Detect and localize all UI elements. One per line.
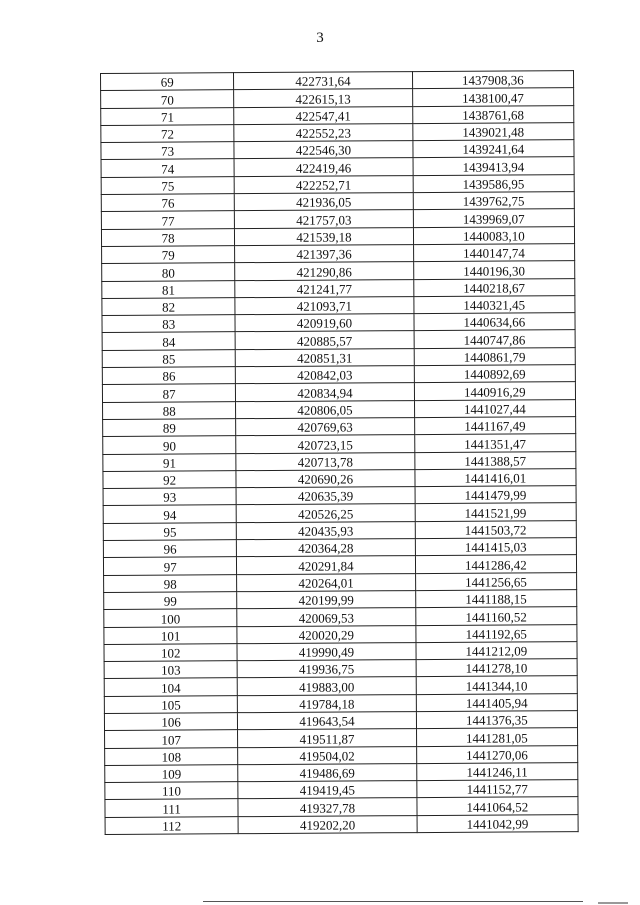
x-coordinate-cell: 420885,57	[235, 331, 413, 349]
point-number-cell: 73	[101, 142, 234, 160]
point-number-cell: 97	[103, 557, 236, 575]
table-row	[104, 590, 577, 610]
table-row	[103, 434, 576, 454]
y-coordinate-cell: 1441192,65	[416, 624, 577, 642]
table-row	[104, 572, 577, 592]
table-row	[101, 174, 574, 194]
point-number-cell: 104	[104, 678, 237, 696]
y-coordinate-cell: 1441212,09	[416, 641, 577, 659]
table-row	[104, 659, 577, 679]
y-coordinate-cell: 1441246,11	[416, 762, 577, 780]
y-coordinate-cell: 1441188,15	[415, 590, 576, 608]
y-coordinate-cell: 1440083,10	[413, 226, 574, 244]
bottom-rule	[203, 901, 583, 902]
point-number-cell: 106	[104, 713, 237, 731]
y-coordinate-cell: 1441416,01	[415, 468, 576, 486]
point-number-cell: 92	[103, 471, 236, 489]
coordinates-table	[100, 70, 579, 835]
y-coordinate-cell: 1440218,67	[413, 278, 574, 296]
table-row	[105, 762, 578, 782]
table-row	[102, 365, 575, 385]
table-row	[105, 814, 578, 834]
x-coordinate-cell: 420851,31	[235, 348, 413, 366]
table-row	[101, 105, 574, 125]
point-number-cell: 78	[101, 228, 234, 246]
x-coordinate-cell: 421397,36	[235, 245, 413, 263]
y-coordinate-cell: 1441479,99	[415, 486, 576, 504]
y-coordinate-cell: 1441415,03	[415, 538, 576, 556]
point-number-cell: 85	[102, 349, 235, 367]
table-row	[102, 330, 575, 350]
point-number-cell: 82	[102, 298, 235, 316]
table-row	[103, 486, 576, 506]
point-number-cell: 87	[102, 384, 235, 402]
table-row	[102, 313, 575, 333]
table-row	[101, 226, 574, 246]
point-number-cell: 77	[101, 211, 234, 229]
table-row	[102, 382, 575, 402]
y-coordinate-cell: 1441278,10	[416, 659, 577, 677]
point-number-cell: 88	[103, 401, 236, 419]
y-coordinate-cell: 1439241,64	[413, 140, 574, 158]
y-coordinate-cell: 1441281,05	[416, 728, 577, 746]
x-coordinate-cell: 420526,25	[236, 504, 414, 522]
point-number-cell: 89	[103, 419, 236, 437]
table-row	[102, 244, 575, 264]
table-row	[103, 503, 576, 523]
x-coordinate-cell: 422731,64	[234, 72, 412, 90]
page-number: 3	[316, 30, 324, 46]
x-coordinate-cell: 421290,86	[235, 262, 413, 280]
x-coordinate-cell: 422419,46	[234, 158, 412, 176]
point-number-cell: 99	[104, 592, 237, 610]
table-row	[101, 192, 574, 212]
x-coordinate-cell: 422252,71	[234, 175, 412, 193]
y-coordinate-cell: 1440747,86	[414, 330, 575, 348]
y-coordinate-cell: 1441152,77	[416, 780, 577, 798]
x-coordinate-cell: 419504,02	[238, 746, 416, 764]
point-number-cell: 110	[105, 782, 238, 800]
point-number-cell: 69	[101, 73, 234, 91]
table-row	[104, 624, 577, 644]
y-coordinate-cell: 1441042,99	[417, 814, 578, 832]
point-number-cell: 101	[104, 626, 237, 644]
point-number-cell: 107	[105, 730, 238, 748]
y-coordinate-cell: 1441521,99	[415, 503, 576, 521]
point-number-cell: 71	[101, 107, 234, 125]
y-coordinate-cell: 1441344,10	[416, 676, 577, 694]
table-row	[103, 538, 576, 558]
x-coordinate-cell: 420806,05	[236, 400, 414, 418]
point-number-cell: 80	[102, 263, 235, 281]
table-row	[103, 399, 576, 419]
x-coordinate-cell: 419784,18	[238, 694, 416, 712]
point-number-cell: 98	[104, 574, 237, 592]
y-coordinate-cell: 1441388,57	[414, 451, 575, 469]
point-number-cell: 103	[104, 661, 237, 679]
table-row	[103, 451, 576, 471]
x-coordinate-cell: 420713,78	[236, 452, 414, 470]
x-coordinate-cell: 421936,05	[235, 193, 413, 211]
table-row	[104, 693, 577, 713]
x-coordinate-cell: 420690,26	[236, 469, 414, 487]
table-row	[104, 711, 577, 731]
table-row	[105, 780, 578, 800]
table-row	[104, 641, 577, 661]
y-coordinate-cell: 1437908,36	[412, 71, 573, 89]
x-coordinate-cell: 420264,01	[237, 573, 415, 591]
table-row	[105, 797, 578, 817]
x-coordinate-cell: 419327,78	[238, 798, 416, 816]
x-coordinate-cell: 421093,71	[235, 296, 413, 314]
table-row	[102, 295, 575, 315]
y-coordinate-cell: 1441351,47	[414, 434, 575, 452]
table-row	[103, 520, 576, 540]
point-number-cell: 96	[103, 540, 236, 558]
y-coordinate-cell: 1441286,42	[415, 555, 576, 573]
point-number-cell: 72	[101, 125, 234, 143]
y-coordinate-cell: 1438761,68	[412, 105, 573, 123]
y-coordinate-cell: 1439969,07	[413, 209, 574, 227]
point-number-cell: 91	[103, 453, 236, 471]
point-number-cell: 111	[105, 799, 238, 817]
table-row	[101, 140, 574, 160]
point-number-cell: 100	[104, 609, 237, 627]
y-coordinate-cell: 1440634,66	[414, 313, 575, 331]
table-row	[102, 347, 575, 367]
x-coordinate-cell: 420723,15	[236, 435, 414, 453]
point-number-cell: 93	[103, 488, 236, 506]
x-coordinate-cell: 420291,84	[237, 556, 415, 574]
point-number-cell: 70	[101, 90, 234, 108]
point-number-cell: 86	[102, 367, 235, 385]
y-coordinate-cell: 1441167,49	[414, 417, 575, 435]
table-row	[101, 209, 574, 229]
point-number-cell: 79	[102, 246, 235, 264]
x-coordinate-cell: 420069,53	[237, 608, 415, 626]
y-coordinate-cell: 1441256,65	[415, 572, 576, 590]
y-coordinate-cell: 1438100,47	[412, 88, 573, 106]
y-coordinate-cell: 1441027,44	[414, 399, 575, 417]
point-number-cell: 90	[103, 436, 236, 454]
x-coordinate-cell: 419643,54	[238, 712, 416, 730]
x-coordinate-cell: 419419,45	[238, 781, 416, 799]
y-coordinate-cell: 1439413,94	[413, 157, 574, 175]
point-number-cell: 112	[105, 816, 238, 834]
table-row	[104, 607, 577, 627]
point-number-cell: 84	[102, 332, 235, 350]
point-number-cell: 75	[101, 176, 234, 194]
y-coordinate-cell: 1441270,06	[416, 745, 577, 763]
x-coordinate-cell: 419486,69	[238, 763, 416, 781]
point-number-cell: 94	[103, 505, 236, 523]
x-coordinate-cell: 419511,87	[238, 729, 416, 747]
y-coordinate-cell: 1440196,30	[413, 261, 574, 279]
y-coordinate-cell: 1439762,75	[413, 192, 574, 210]
point-number-cell: 109	[105, 765, 238, 783]
point-number-cell: 83	[102, 315, 235, 333]
table-row	[101, 157, 574, 177]
x-coordinate-cell: 419990,49	[237, 642, 415, 660]
y-coordinate-cell: 1441064,52	[417, 797, 578, 815]
x-coordinate-cell: 420834,94	[236, 383, 414, 401]
table-body	[101, 71, 579, 835]
x-coordinate-cell: 420769,63	[236, 418, 414, 436]
point-number-cell: 105	[104, 695, 237, 713]
x-coordinate-cell: 420020,29	[237, 625, 415, 643]
x-coordinate-cell: 420364,28	[237, 539, 415, 557]
table-row	[101, 71, 574, 91]
x-coordinate-cell: 419202,20	[238, 815, 416, 833]
y-coordinate-cell: 1440861,79	[414, 347, 575, 365]
y-coordinate-cell: 1440147,74	[413, 244, 574, 262]
table-row	[104, 676, 577, 696]
point-number-cell: 95	[103, 522, 236, 540]
table-row	[102, 261, 575, 281]
bottom-mark	[598, 902, 628, 904]
table-row	[103, 417, 576, 437]
x-coordinate-cell: 422547,41	[234, 106, 412, 124]
table-row	[101, 88, 574, 108]
x-coordinate-cell: 421241,77	[235, 279, 413, 297]
point-number-cell: 74	[101, 159, 234, 177]
x-coordinate-cell: 419883,00	[237, 677, 415, 695]
point-number-cell: 108	[105, 747, 238, 765]
x-coordinate-cell: 419936,75	[237, 660, 415, 678]
y-coordinate-cell: 1440892,69	[414, 365, 575, 383]
point-number-cell: 81	[102, 280, 235, 298]
table-row	[103, 468, 576, 488]
y-coordinate-cell: 1439586,95	[413, 174, 574, 192]
x-coordinate-cell: 422546,30	[234, 141, 412, 159]
x-coordinate-cell: 422552,23	[234, 123, 412, 141]
y-coordinate-cell: 1441160,52	[415, 607, 576, 625]
y-coordinate-cell: 1439021,48	[412, 122, 573, 140]
table-row	[105, 745, 578, 765]
x-coordinate-cell: 420435,93	[237, 521, 415, 539]
table-row	[101, 122, 574, 142]
table-row	[103, 555, 576, 575]
x-coordinate-cell: 422615,13	[234, 89, 412, 107]
table-row	[102, 278, 575, 298]
y-coordinate-cell: 1440916,29	[414, 382, 575, 400]
y-coordinate-cell: 1440321,45	[414, 295, 575, 313]
x-coordinate-cell: 421757,03	[235, 210, 413, 228]
point-number-cell: 102	[104, 643, 237, 661]
x-coordinate-cell: 420199,99	[237, 590, 415, 608]
x-coordinate-cell: 420919,60	[235, 314, 413, 332]
x-coordinate-cell: 420635,39	[236, 487, 414, 505]
x-coordinate-cell: 421539,18	[235, 227, 413, 245]
x-coordinate-cell: 420842,03	[236, 366, 414, 384]
y-coordinate-cell: 1441405,94	[416, 693, 577, 711]
y-coordinate-cell: 1441376,35	[416, 711, 577, 729]
point-number-cell: 76	[101, 194, 234, 212]
y-coordinate-cell: 1441503,72	[415, 520, 576, 538]
table-row	[105, 728, 578, 748]
